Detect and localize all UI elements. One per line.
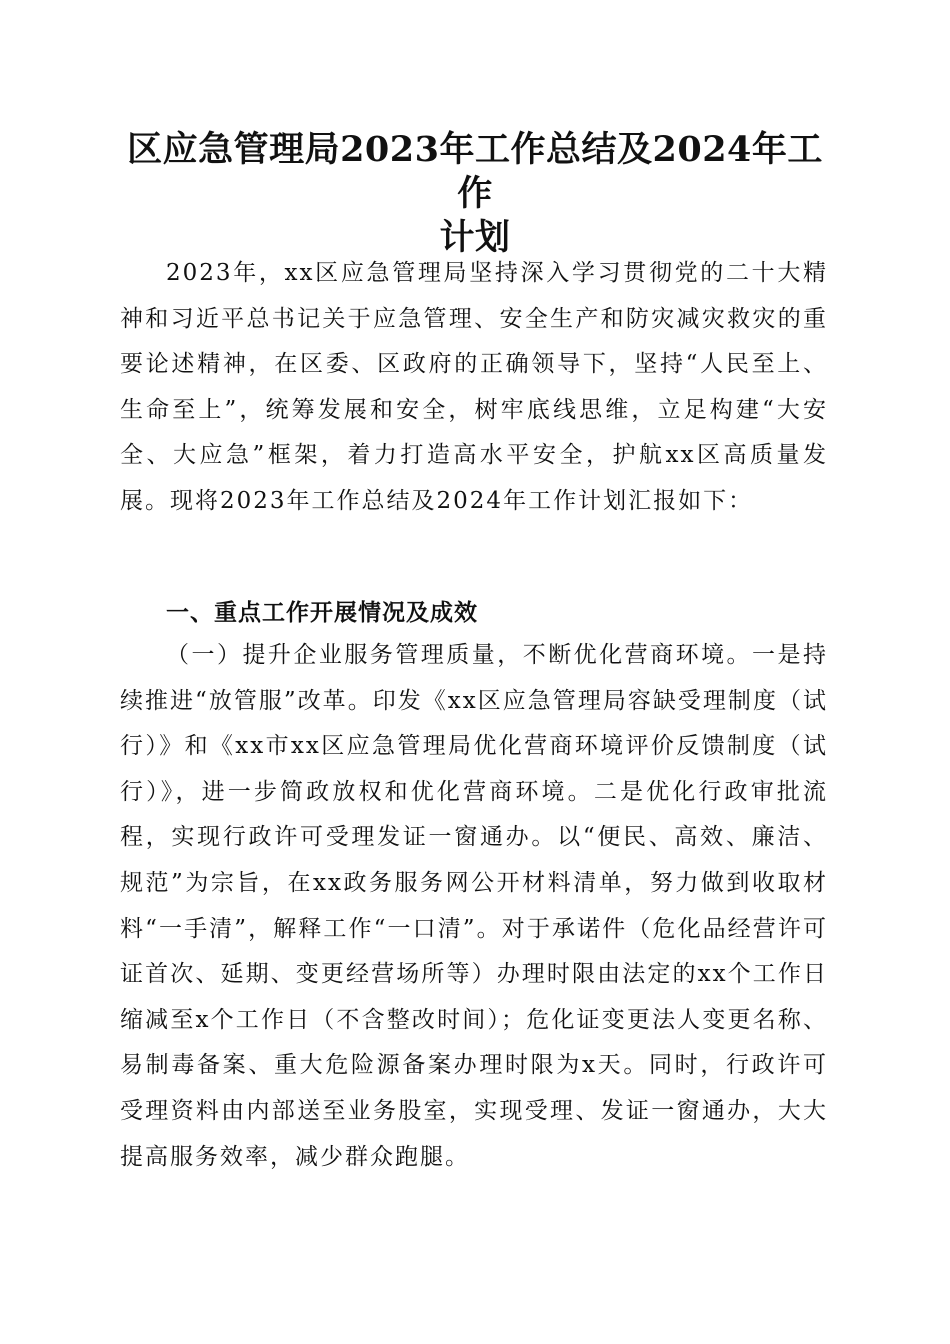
paragraph-body: 一是持续推进“放管服”改革。印发《xx区应急管理局容缺受理制度（试行）》和《xx市xx区应急管理局优化营商环境评价反馈制度（试行）》，进一步简政放权和优化营商环境。二是优化行政审批流程，实现行政许可受理发证一窗通办。以“便民、高效、廉洁、规范”为宗旨，在xx政务服务网公开材料清单，努力做到收取材料“一手清”，解释工作“一口清”。对于承诺件（危化品经营许可证首次、延期、变更经营场所等）办理时限由法定的xx个工作日缩减至x个工作日（不含整改时间）；危化证变更法人变更名称、易制毒备案、重大危险源备案办理时限为x天。同时，行政许可受理资料由内部送至业务股室，实现受理、发证一窗通办，大大提高服务效率，减少群众跑腿。 (120, 642, 829, 1170)
document-title-line-1: 区应急管理局2023年工作总结及2024年工作 (127, 129, 823, 214)
intro-paragraph: 2023年，xx区应急管理局坚持深入学习贯彻党的二十大精神和习近平总书记关于应急管理、安全生产和防灾减灾救灾的重要论述精神，在区委、区政府的正确领导下，坚持“人民至上、生命至上”，统筹发展和安全，树牢底线思维，立足构建“大安全、大应急”框架，着力打造高水平安全，护航xx区高质量发展。现将2023年工作总结及2024年工作计划汇报如下： (120, 260, 828, 514)
document-title-line-2: 计划 (439, 217, 511, 258)
paragraph-subtitle: （一）提升企业服务管理质量，不断优化营商环境。 (166, 642, 753, 668)
document-title (110, 128, 840, 260)
section-1-heading: 一、重点工作开展情况及成效 (166, 600, 478, 626)
section-1-paragraph-1 (120, 633, 828, 1180)
